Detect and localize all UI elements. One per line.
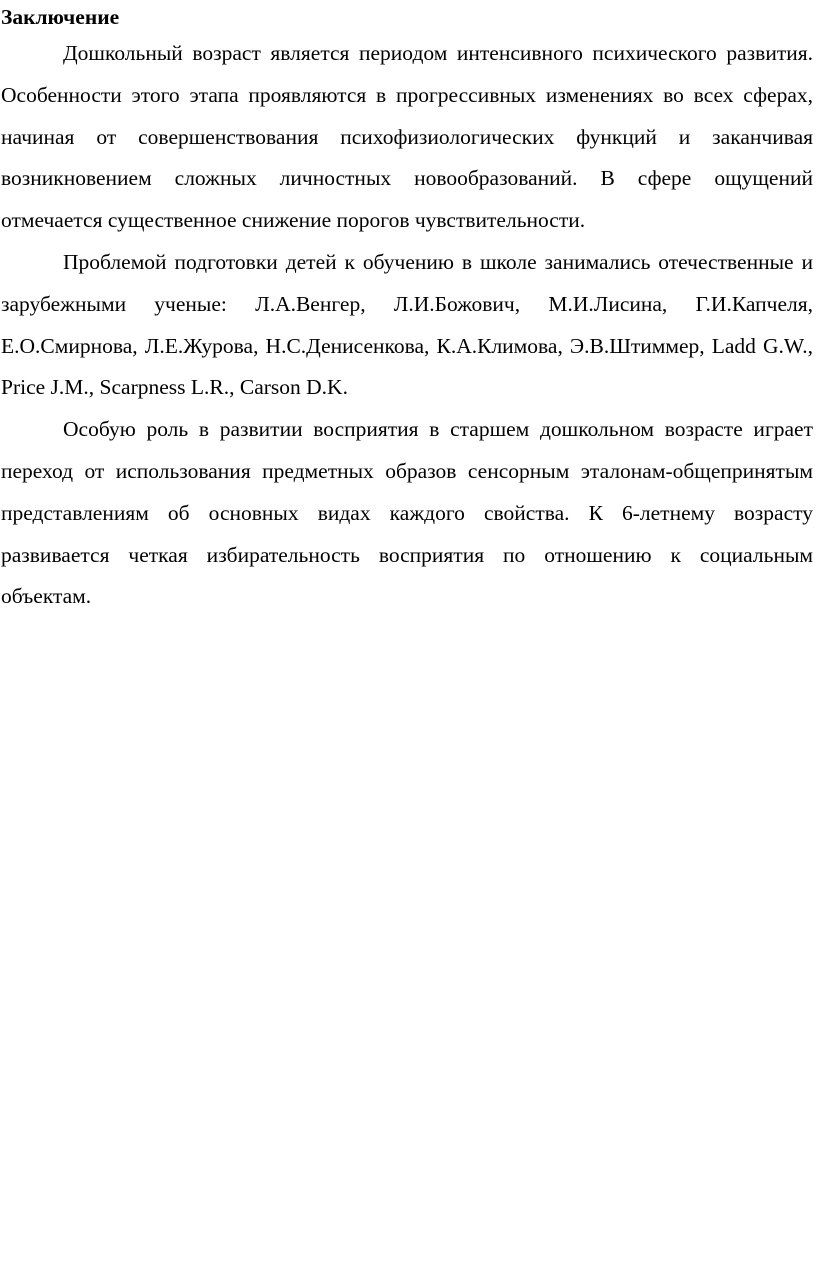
paragraph-preschool-development: Дошкольный возраст является периодом интенсивного психического развития. Особенности этого этапа проявляются в прогрессивных изменениях во всех сферах, начиная от совершенствования психофизиологических функций и заканчивая возникновением сложных личностных новообразований. В сфере ощущений отмечается существенное снижение порогов чувствительности. bbox=[1, 41, 813, 233]
paragraph-perception-development: Особую роль в развитии восприятия в старшем дошкольном возрасте играет переход от использования предметных образов сенсорным эталонам-общепринятым представлениям об основных видах каждого свойства. К 6-летнему возрасту развивается четкая избирательность восприятия по отношению к социальным объектам. bbox=[1, 417, 813, 609]
paragraph-school-readiness-researchers: Проблемой подготовки детей к обучению в школе занимались отечественные и зарубежными ученые: Л.А.Венгер, Л.И.Божович, М.И.Лисина, Г.И.Капчеля, Е.О.Смирнова, Л.Е.Журова, Н.С.Денисенкова, К.А.Климова, Э.В.Штиммер, Ladd G.W., Price J.M., Scarpness L.R., Carson D.K. bbox=[1, 249, 813, 400]
document-heading: Заключение bbox=[1, 5, 120, 29]
